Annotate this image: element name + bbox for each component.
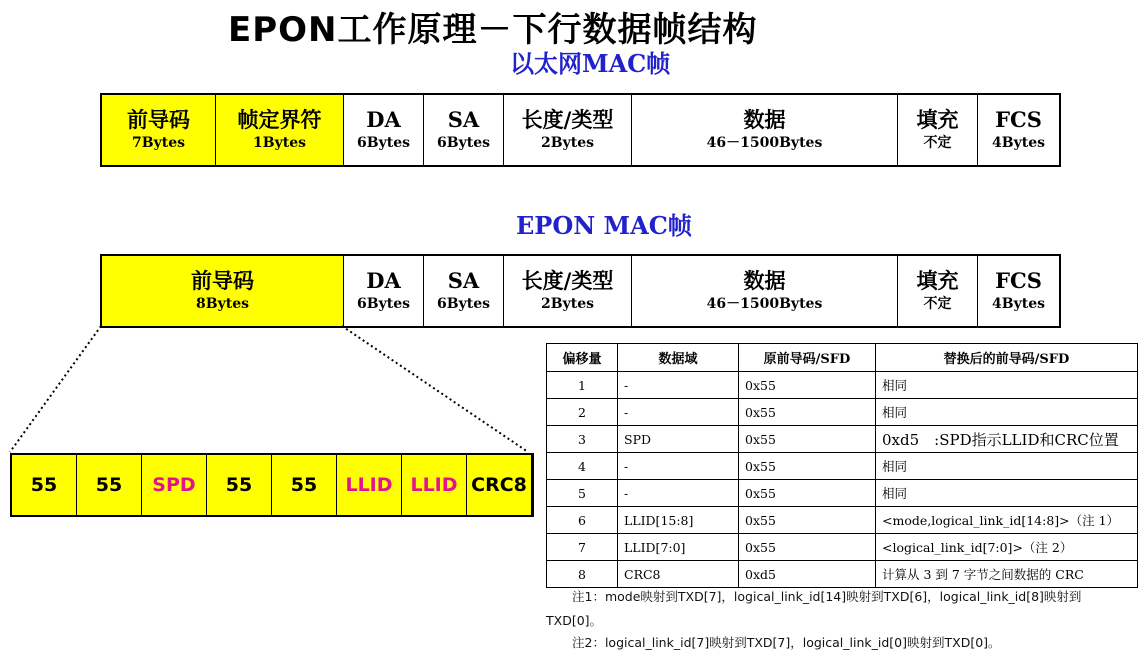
table-cell: LLID[7:0] xyxy=(618,534,739,561)
field-size: 6Bytes xyxy=(357,135,410,151)
field-size: 46－1500Bytes xyxy=(706,135,823,151)
field-name: DA xyxy=(366,268,401,293)
table-cell: 0x55 xyxy=(739,453,876,480)
epon-frame-heading: EPON MAC帧 xyxy=(516,211,692,240)
table-cell: 7 xyxy=(547,534,618,561)
field-size: 6Bytes xyxy=(437,135,490,151)
field-size: 7Bytes xyxy=(132,135,185,151)
field-name: FCS xyxy=(995,268,1042,293)
table-row xyxy=(547,480,1138,507)
table-cell: - xyxy=(618,453,739,480)
table-cell: 6 xyxy=(547,507,618,534)
table-cell: 0xd5 xyxy=(739,561,876,588)
table-cell: 4 xyxy=(547,453,618,480)
table-row xyxy=(547,426,1138,453)
preamble-byte: LLID xyxy=(337,455,402,515)
field-name: FCS xyxy=(995,107,1042,132)
table-cell: 0x55 xyxy=(739,399,876,426)
table-cell: LLID[15:8] xyxy=(618,507,739,534)
field-name: 数据 xyxy=(743,268,786,293)
field-name: 长度/类型 xyxy=(521,107,614,132)
preamble-byte: 55 xyxy=(207,455,272,515)
field-name: 长度/类型 xyxy=(521,268,614,293)
preamble-byte: 55 xyxy=(272,455,337,515)
field-size: 不定 xyxy=(923,296,952,312)
table-cell: 相同 xyxy=(876,372,1138,399)
field-name: 填充 xyxy=(916,268,959,293)
footnote-2: 注2：logical_link_id[7]映射到TXD[7]，logical_link_id[0]映射到TXD[0]。 xyxy=(572,635,1001,650)
field-size: 46－1500Bytes xyxy=(706,296,823,312)
table-cell: 计算从 3 到 7 字节之间数据的 CRC xyxy=(876,561,1138,588)
field-name: SA xyxy=(447,107,480,132)
preamble-byte: 55 xyxy=(12,455,77,515)
table-header-row xyxy=(547,344,1138,372)
table-cell: 5 xyxy=(547,480,618,507)
table-cell: <logical_link_id[7:0]>（注 2） xyxy=(876,534,1138,561)
field-name: SA xyxy=(447,268,480,293)
table-cell: 2 xyxy=(547,399,618,426)
table-cell: CRC8 xyxy=(618,561,739,588)
table-cell: 相同 xyxy=(876,480,1138,507)
table-cell: 0x55 xyxy=(739,480,876,507)
field-size: 6Bytes xyxy=(437,296,490,312)
footnote-1-line-1: 注1：mode映射到TXD[7]，logical_link_id[14]映射到TXD[6]，logical_link_id[8]映射到 xyxy=(572,589,1082,604)
field-size: 4Bytes xyxy=(992,135,1045,151)
preamble-byte: CRC8 xyxy=(467,455,532,515)
preamble-byte: SPD xyxy=(142,455,207,515)
field-size: 8Bytes xyxy=(196,296,249,312)
table-cell: 1 xyxy=(547,372,618,399)
table-cell: 0x55 xyxy=(739,372,876,399)
table-cell: 0x55 xyxy=(739,507,876,534)
column-header-replaced: 替换后的前导码/SFD xyxy=(876,344,1138,372)
field-name: 前导码 xyxy=(191,268,254,293)
table-cell: <mode,logical_link_id[14:8]>（注 1） xyxy=(876,507,1138,534)
preamble-byte: LLID xyxy=(402,455,467,515)
field-size: 6Bytes xyxy=(357,296,410,312)
page-title: EPON工作原理－下行数据帧结构 xyxy=(228,10,758,50)
table-row xyxy=(547,453,1138,480)
ethernet-frame-heading: 以太网MAC帧 xyxy=(510,49,671,78)
table-row xyxy=(547,399,1138,426)
table-cell: 3 xyxy=(547,426,618,453)
table-cell: 相同 xyxy=(876,453,1138,480)
preamble-byte: 55 xyxy=(77,455,142,515)
field-size: 4Bytes xyxy=(992,296,1045,312)
table-cell: 0xd5 :SPD指示LLID和CRC位置 xyxy=(876,426,1138,453)
table-row xyxy=(547,507,1138,534)
table-row xyxy=(547,561,1138,588)
field-size: 2Bytes xyxy=(541,296,594,312)
preamble-byte-breakdown xyxy=(10,453,534,517)
footnote-1-line-2: TXD[0]。 xyxy=(546,613,603,628)
table-row xyxy=(547,534,1138,561)
preamble-mapping-table xyxy=(546,343,1138,588)
field-name: 前导码 xyxy=(127,107,190,132)
column-header-field: 数据域 xyxy=(618,344,739,372)
table-cell: - xyxy=(618,399,739,426)
field-name: 数据 xyxy=(743,107,786,132)
table-cell: 0x55 xyxy=(739,534,876,561)
field-name: 填充 xyxy=(916,107,959,132)
table-cell: SPD xyxy=(618,426,739,453)
table-row xyxy=(547,372,1138,399)
table-cell: - xyxy=(618,372,739,399)
table-cell: 0x55 xyxy=(739,426,876,453)
field-size: 1Bytes xyxy=(253,135,306,151)
column-header-original: 原前导码/SFD xyxy=(739,344,876,372)
table-cell: 8 xyxy=(547,561,618,588)
table-cell: 相同 xyxy=(876,399,1138,426)
field-size: 不定 xyxy=(923,135,952,151)
column-header-offset: 偏移量 xyxy=(547,344,618,372)
field-name: 帧定界符 xyxy=(237,107,322,132)
field-size: 2Bytes xyxy=(541,135,594,151)
table-cell: - xyxy=(618,480,739,507)
field-name: DA xyxy=(366,107,401,132)
